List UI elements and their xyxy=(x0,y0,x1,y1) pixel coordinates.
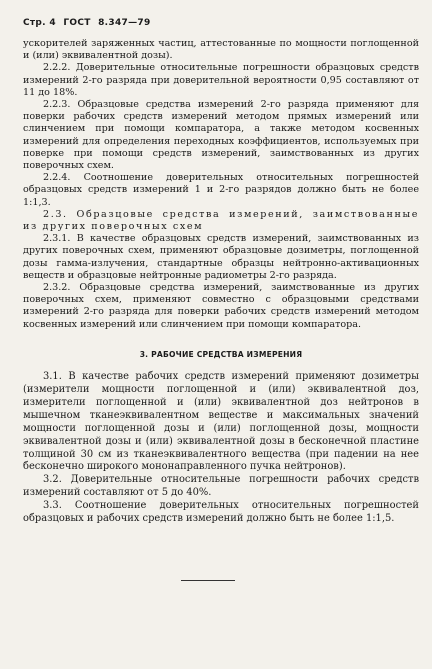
page-header xyxy=(23,18,155,28)
subsection-heading-2-3: 2.3. Образцовые средства измерений, заимствованные из других поверочных схем xyxy=(23,208,419,233)
paragraph-2-2-3: 2.2.3. Образцовые средства измерений 2-го разряда применяют для поверки рабочих средств измерений методом прямых измерений или слинчением при помощи компаратора, а также методом косвенных измерений для определения переходных коэффициентов, используемых при поверке при помощи средств измерений, заимствованных из других поверочных схем. xyxy=(23,99,419,172)
paragraph-2-2-2: 2.2.2. Доверительные относительные погрешности образцовых средств измерений 2-го разряда при доверительной вероятности 0,95 составляют от 11 до 18%. xyxy=(23,62,419,98)
standard-label: ГОСТ xyxy=(63,18,91,28)
document-body xyxy=(23,38,419,526)
paragraph-2-3-1: 2.3.1. В качестве образцовых средств измерений, заимствованных из других поверочных схем, применяют образцовые дозиметры, поглощенной дозы гамма-излучения, стандартные образцы нейтронно-активационных веществ и образцовые нейтронные радиометры 2-го разряда. xyxy=(23,233,419,281)
paragraph-3-1: 3.1. В качестве рабочих средств измерений применяют дозиметры (измерители мощности поглощенной и (или) эквивалентной доз, измерители поглощенной и (или) эквивалентной доз нейтронов в мышечном тканеэквивалентном веществе и максимальных значений мощности поглощенной дозы и (или) поглощенной дозы, мощности эквивалентной дозы и (или) эквивалентной дозы в бесконечной пластине толщиной 30 см из тканеэквивалентного вещества (при падении на нее бесконечно широкого мононаправленного пучка нейтронов). xyxy=(23,371,419,473)
section-title: 3. РАБОЧИЕ СРЕДСТВА ИЗМЕРЕНИЯ xyxy=(139,349,303,359)
paragraph-continuation: ускорителей заряженных частиц, аттестованные по мощности поглощенной и (или) эквивалентной дозы). xyxy=(23,38,419,62)
paragraph-3-3: 3.3. Соотношение доверительных относительных погрешностей образцовых и рабочих средств измерений должно быть не более 1:1,5. xyxy=(23,500,419,525)
paragraph-2-2-4: 2.2.4. Соотношение доверительных относительных погрешностей образцовых средств измерений 1 и 2-го разрядов должно быть не более 1:1,3. xyxy=(23,172,419,208)
page-number: Стр. 4 xyxy=(23,18,56,28)
paragraph-2-3-2: 2.3.2. Образцовые средства измерений, заимствованные из других поверочных схем, применяют совместно с образцовыми средствами измерений 2-го разряда для поверки рабочих средств измерений методом косвенных измерений или слинчением при помощи компаратора. xyxy=(23,282,419,330)
end-divider xyxy=(181,580,235,581)
paragraph-3-2: 3.2. Доверительные относительные погрешности рабочих средств измерений составляют от 5 до 40%. xyxy=(23,474,419,499)
standard-number: 8.347—79 xyxy=(98,18,151,28)
